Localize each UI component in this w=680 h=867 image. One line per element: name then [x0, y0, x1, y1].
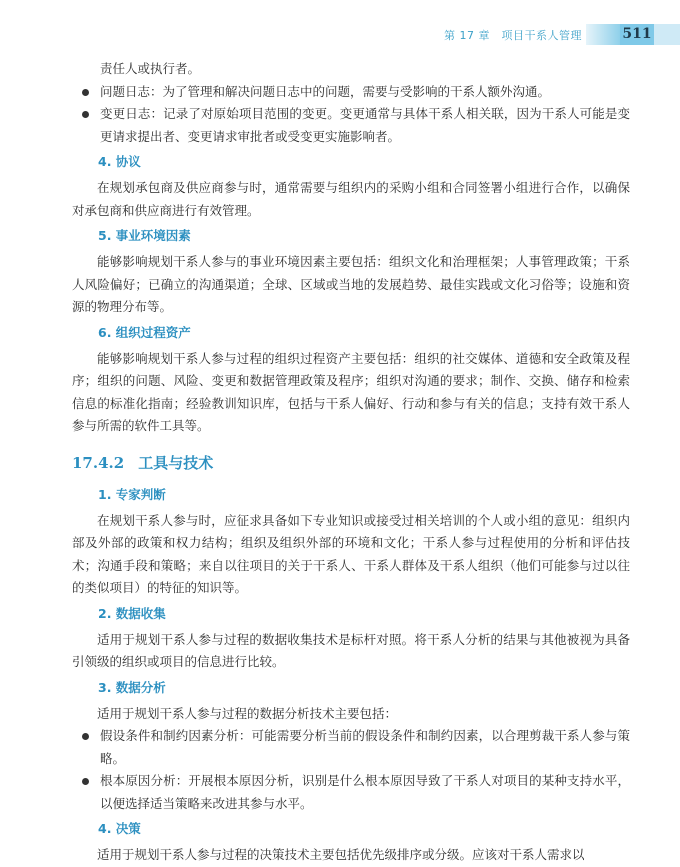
- heading-data-analysis: 3. 数据分析: [98, 679, 166, 695]
- bullet-text: 根本原因分析：开展根本原因分析，识别是什么根本原因导致了干系人对项目的某种支持水平，以便选择适当策略来改进其参与水平。: [100, 773, 630, 811]
- section-number: 17.4.2: [72, 453, 125, 472]
- paragraph-data-gathering: 适用于规划干系人参与过程的数据收集技术是标杆对照。将干系人分析的结果与其他被视为具备引领级的组织或项目的信息进行比较。: [72, 631, 630, 669]
- bullet-text: 假设条件和制约因素分析：可能需要分析当前的假设条件和制约因素，以合理剪裁干系人参与策略。: [100, 728, 630, 766]
- heading-agreements: 4. 协议: [98, 154, 141, 169]
- list-item: [72, 81, 630, 104]
- paragraph-data-analysis: 适用于规划干系人参与过程的数据分析技术主要包括：: [97, 705, 398, 721]
- page-number: 511: [620, 24, 654, 45]
- log-bullet-list: [72, 81, 630, 149]
- page-header: [0, 24, 680, 46]
- bullet-icon: [82, 111, 89, 118]
- analysis-bullet-list: [72, 725, 630, 815]
- paragraph-expert-judgment: 在规划干系人参与时，应征求具备如下专业知识或接受过相关培训的个人或小组的意见：组织内部及外部的政策和权力结构；组织及组织外部的环境和文化；干系人参与过程使用的分析和评估技术；沟通手段和策略；来自以往项目的关于干系人、干系人群体及干系人组织（他们可能参与过以往的类似项目）的特征的知识等。: [72, 512, 630, 595]
- paragraph-decision-making: 适用于规划干系人参与过程的决策技术主要包括优先级排序或分级。应该对干系人需求以: [97, 847, 585, 862]
- chapter-title: 第 17 章 项目干系人管理: [444, 29, 582, 42]
- header-edge-strip: [654, 24, 680, 45]
- section-title: 工具与技术: [138, 453, 214, 472]
- heading-decision-making: 4. 决策: [98, 821, 141, 836]
- section-heading: [72, 450, 630, 476]
- heading-expert-judgment: 1. 专家判断: [98, 486, 166, 502]
- bullet-icon: [82, 733, 89, 740]
- bullet-icon: [82, 778, 89, 785]
- heading-opa: 6. 组织过程资产: [98, 324, 191, 340]
- paragraph-eef: 能够影响规划干系人参与的事业环境因素主要包括：组织文化和治理框架；人事管理政策；干系人风险偏好；已确立的沟通渠道；全球、区域或当地的发展趋势、最佳实践或文化习俗等；设施和资源的物理分布等。: [72, 254, 630, 314]
- heading-eef: 5. 事业环境因素: [98, 228, 191, 243]
- bullet-icon: [82, 89, 89, 96]
- page-content: [72, 58, 630, 867]
- bullet-text: 变更日志：记录了对原始项目范围的变更。变更通常与具体干系人相关联，因为干系人可能是变更请求提出者、变更请求审批者或受变更实施影响者。: [100, 106, 630, 144]
- list-item: [72, 770, 630, 815]
- paragraph-opa: 能够影响规划干系人参与过程的组织过程资产主要包括：组织的社交媒体、道德和安全政策及程序；组织的问题、风险、变更和数据管理政策及程序；组织对沟通的要求；制作、交换、储存和检索信息的标准化指南；经验教训知识库，包括与干系人偏好、行动和参与有关的信息；支持有效干系人参与所需的软件工具等。: [72, 350, 630, 433]
- heading-data-gathering: 2. 数据收集: [98, 605, 166, 621]
- bullet-text: 问题日志：为了管理和解决问题日志中的问题，需要与受影响的干系人额外沟通。: [100, 83, 551, 99]
- paragraph-agreements: 在规划承包商及供应商参与时，通常需要与组织内的采购小组和合同签署小组进行合作，以确保对承包商和供应商进行有效管理。: [72, 180, 630, 218]
- list-item: [72, 103, 630, 148]
- header-accent-bar: [586, 24, 620, 45]
- continued-text: 责任人或执行者。: [100, 61, 201, 76]
- list-item: [72, 725, 630, 770]
